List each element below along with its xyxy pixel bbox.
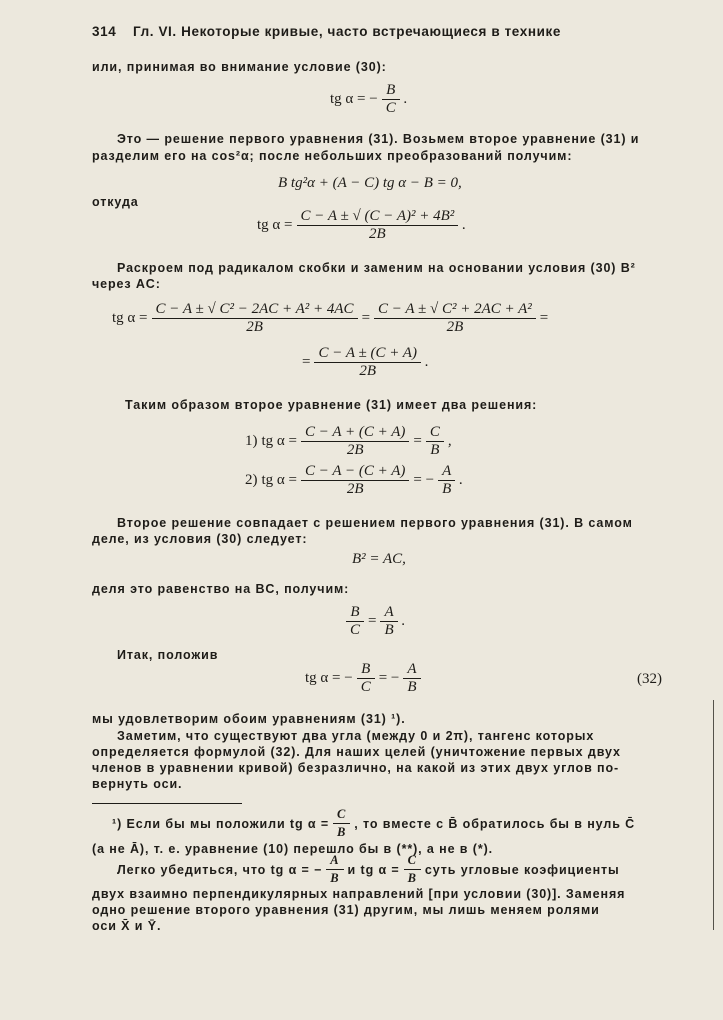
paragraph-4-line-2: через AC: [92, 277, 161, 291]
eq4-fraction-2 [374, 301, 536, 336]
eq7-fraction-2 [438, 463, 455, 498]
eq10-fraction-2 [403, 661, 420, 696]
paragraph-5: Таким образом второе уравнение (31) имеет два решения: [125, 398, 538, 412]
footnote-line-6: оси X̄ и Ȳ. [92, 919, 162, 933]
eq4-numerator-1: C − A ± √ C² − 2AC + A² + 4AC [152, 301, 358, 319]
page-number: 314 [92, 24, 117, 39]
footnote-line-3 [117, 852, 620, 887]
paragraph-10-line-4: вернуть оси. [92, 777, 183, 791]
eq7-fraction-1 [301, 463, 409, 498]
footnote-line-4: двух взаимно перпендикулярных направлений [при условии (30)]. Заменяя [92, 887, 626, 901]
eq7-end: . [459, 472, 463, 488]
eq1-lhs: tg α = − [330, 91, 378, 107]
equation-tg-b-c [330, 82, 407, 117]
eq6-numerator-2: C [426, 424, 444, 442]
fn-l1-b: , то вместе с B̄ обратилось бы в нуль C̄ [354, 816, 636, 831]
eq9-denominator-2: B [384, 622, 394, 638]
fn-l1-a: ¹) Если бы мы положили tg α = [112, 816, 330, 831]
eq3-lhs: tg α = [257, 217, 293, 233]
paragraph-10-line-1: Заметим, что существуют два угла (между 0 и 2π), тангенс которых [117, 729, 595, 743]
fn-l1-fraction [333, 806, 350, 841]
eq4-mid: = [361, 310, 371, 326]
eq10-denominator-2: B [407, 679, 417, 695]
eq6-denominator-1: 2B [346, 442, 364, 458]
equation-ratio [346, 604, 405, 639]
fn-l3-numerator-1: A [326, 852, 343, 870]
eq6-end: , [447, 433, 452, 449]
fn-l1-numerator: C [333, 806, 350, 824]
fn-l1-denominator: B [337, 825, 347, 839]
eq10-numerator-2: A [403, 661, 420, 679]
eq6-fraction-1 [301, 424, 409, 459]
fn-l3-denominator-1: B [330, 871, 340, 885]
eq9-numerator-2: A [380, 604, 397, 622]
scan-edge-mark [713, 700, 714, 930]
running-header: Гл. VI. Некоторые кривые, часто встречающиеся в технике [133, 24, 561, 39]
eq1-denominator: C [385, 100, 396, 116]
equation-solution-1 [245, 424, 452, 459]
equation-solution-2 [245, 463, 463, 498]
paragraph-2-line-1: Это — решение первого уравнения (31). Возьмем второе уравнение (31) и [117, 132, 640, 146]
eq4-lhs: tg α = [112, 310, 148, 326]
eq10-fraction-1 [357, 661, 375, 696]
paragraph-8: Итак, положив [117, 648, 219, 662]
eq4-denominator-1: 2B [246, 319, 263, 335]
equation-quadratic: B tg²α + (A − C) tg α − B = 0, [278, 175, 462, 191]
eq10-numerator-1: B [357, 661, 375, 679]
footnote-separator [92, 803, 242, 804]
eq5-denominator: 2B [359, 363, 377, 379]
eq7-mid: = − [413, 472, 435, 488]
eq5-fraction [314, 345, 421, 380]
equation-simplified [302, 345, 429, 380]
fn-l3-denominator-2: B [407, 871, 417, 885]
eq5-lhs: = [302, 354, 311, 370]
eq4-numerator-2: C − A ± √ C² + 2AC + A² [374, 301, 536, 319]
equation-tag-32: (32) [637, 671, 662, 687]
paragraph-10-line-3: членов в уравнении кривой) безразлично, на какой из этих двух углов по- [92, 761, 620, 775]
paragraph-2-line-2: разделим его на cos²α; после небольших преобразований получим: [92, 149, 573, 163]
eq7-lhs: tg α = [261, 472, 297, 488]
eq6-fraction-2 [426, 424, 444, 459]
eq3-numerator: C − A ± √ (C − A)² + 4B² [297, 208, 459, 226]
footnote-line-2: (а не Ā), т. е. уравнение (10) перешло бы в (**), а не в (*). [92, 842, 494, 856]
eq7-denominator-2: B [442, 481, 452, 497]
equation-b-squared: B² = AC, [352, 551, 406, 567]
eq9-denominator-1: C [350, 622, 361, 638]
paragraph-7: деля это равенство на BC, получим: [92, 582, 350, 596]
paragraph-4-line-1: Раскроем под радикалом скобки и заменим на основании условия (30) B² [117, 261, 636, 275]
eq7-numerator-1: C − A − (C + A) [301, 463, 409, 481]
eq9-fraction-2 [380, 604, 397, 639]
eq4-end: = [539, 310, 549, 326]
eq4-denominator-2: 2B [446, 319, 464, 335]
eq9-numerator-1: B [346, 604, 364, 622]
eq6-mid: = [413, 433, 422, 449]
footnote-line-1 [112, 806, 635, 841]
eq7-denominator-1: 2B [346, 481, 364, 497]
eq3-end: . [462, 217, 466, 233]
equation-tg-root [257, 208, 466, 243]
eq5-end: . [424, 354, 429, 370]
eq10-lhs: tg α = − [305, 670, 353, 686]
paragraph-6-line-2: деле, из условия (30) следует: [92, 532, 308, 546]
eq4-fraction-1 [152, 301, 358, 336]
eq9-end: . [401, 613, 406, 629]
eq5-numerator: C − A ± (C + A) [314, 345, 421, 363]
paragraph-6-line-1: Второе решение совпадает с решением первого уравнения (31). В самом [117, 516, 633, 530]
eq6-label: 1) [245, 433, 258, 449]
eq10-denominator-1: C [360, 679, 371, 695]
footnote-line-5: одно решение второго уравнения (31) другим, мы лишь меняем ролями [92, 903, 600, 917]
eq9-mid: = [368, 613, 377, 629]
eq7-label: 2) [245, 472, 258, 488]
paragraph-9: мы удовлетворим обоим уравнениям (31) ¹). [92, 712, 406, 726]
eq1-end: . [403, 91, 408, 107]
eq1-numerator: B [382, 82, 400, 100]
fn-l3-fraction-1 [326, 852, 343, 887]
fn-l3-fraction-2 [404, 852, 421, 887]
eq3-denominator: 2B [369, 226, 386, 242]
fn-l3-c: суть угловые коэфициенты [424, 862, 620, 877]
fn-l3-numerator-2: C [404, 852, 421, 870]
fn-l3-b: и tg α = [347, 862, 400, 877]
eq6-lhs: tg α = [261, 433, 297, 449]
eq6-numerator-1: C − A + (C + A) [301, 424, 409, 442]
eq7-numerator-2: A [438, 463, 455, 481]
equation-32 [305, 661, 421, 696]
equation-expanded-radical [112, 301, 548, 336]
eq3-fraction [297, 208, 459, 243]
paragraph-1: или, принимая во внимание условие (30): [92, 60, 387, 74]
eq9-fraction-1 [346, 604, 364, 639]
fn-l3-a: Легко убедиться, что tg α = − [117, 862, 323, 877]
eq10-mid: = − [378, 670, 400, 686]
eq6-denominator-2: B [430, 442, 440, 458]
eq1-fraction [382, 82, 400, 117]
paragraph-3: откуда [92, 195, 139, 209]
paragraph-10-line-2: определяется формулой (32). Для наших целей (уничтожение первых двух [92, 745, 621, 759]
